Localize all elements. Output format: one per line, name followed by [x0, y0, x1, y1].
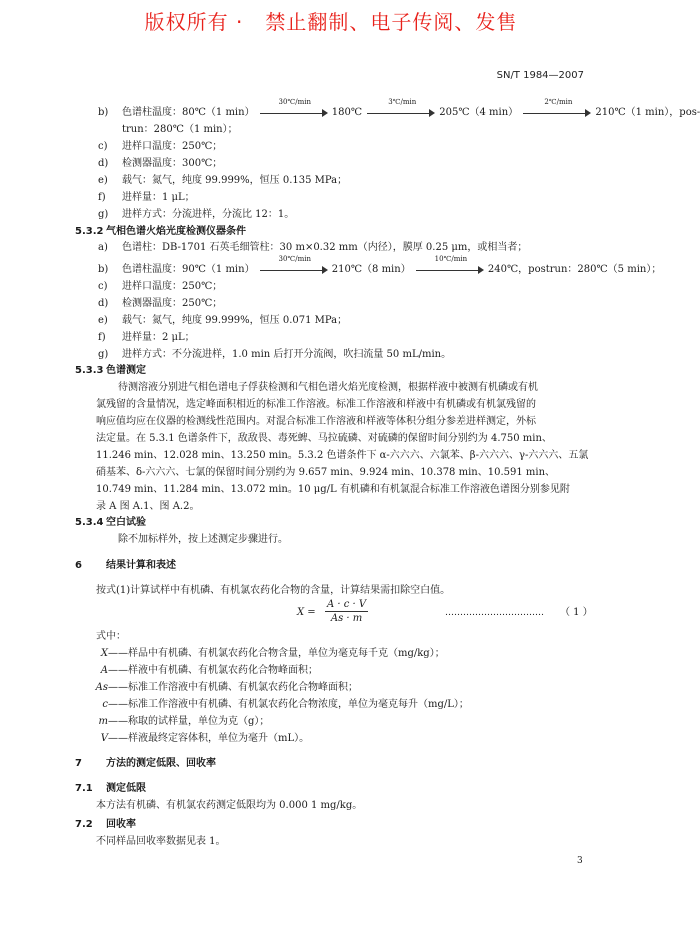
detection-limit-text: 本方法有机磷、有机氯农药测定低限均为 0.000 1 mg/kg。 [96, 800, 363, 811]
ramp-arrow [523, 97, 593, 118]
temp-step: 180℃ [331, 107, 363, 118]
chromatography-para-line: 响应值均应在仪器的检测线性范围内。对混合标准工作溶液和样液等体积分组分参差进样测定，外标 [96, 416, 536, 427]
fpd-injection-volume: f) 进样量：2 μL； [98, 332, 195, 343]
variable-definition: V——样液最终定容体积，单位为毫升（mL）。 [100, 733, 310, 744]
section-6-heading: 6 结果计算和表述 [75, 560, 176, 571]
section-7-2-heading: 7.2 回收率 [75, 819, 136, 830]
chromatography-para-line: 录 A 图 A.1、图 A.2。 [96, 501, 200, 512]
copyright-banner: 版权所有 · 禁止翻制、电子传阅、发售 [144, 10, 518, 34]
temp-step: 210℃（1 min），pos- [595, 107, 700, 118]
chromatography-para-line: 10.749 min、11.284 min、13.072 min。10 μg/L 有机磷和有机氯混合标准工作溶液色谱图分别参见附 [96, 484, 570, 495]
ramp-rate: 10℃/min [434, 254, 468, 263]
ecd-column-temp-cont: trun：280℃（1 min）； [122, 124, 238, 135]
ramp-arrow [416, 254, 486, 275]
fpd-injection-mode: g) 进样方式：不分流进样，1.0 min 后打开分流阀，吹扫流量 50 mL/min。 [98, 349, 452, 360]
ecd-injection-volume: f) 进样量：1 μL； [98, 192, 195, 203]
formula-numerator: A · c · V [327, 599, 367, 610]
ramp-arrow [260, 97, 330, 118]
variable-definition: A——样液中有机磷、有机氯农药化合物峰面积； [100, 665, 318, 676]
chromatography-para-line: 氯残留的含量情况，选定峰面积相近的标准工作溶液。标准工作溶液和样液中有机磷或有机氯残留的 [96, 399, 536, 410]
ecd-carrier-gas: e) 载气：氮气，纯度 99.999%，恒压 0.135 MPa； [98, 175, 348, 186]
where-label: 式中： [96, 631, 126, 642]
ecd-inlet-temp: c) 进样口温度：250℃； [98, 141, 223, 152]
ramp-rate: 3℃/min [388, 97, 417, 106]
chromatography-para-line: 法定量。在 5.3.1 色谱条件下，敌敌畏、毒死蜱、马拉硫磷、对硫磷的保留时间分别约为 4.750 min、 [96, 433, 552, 444]
fpd-carrier-gas: e) 载气：氮气，纯度 99.999%，恒压 0.071 MPa； [98, 315, 348, 326]
ecd-detector-temp: d) 检测器温度：300℃； [98, 158, 223, 169]
formula-fraction [325, 598, 368, 625]
temp-step: 205℃（4 min） [439, 107, 519, 118]
equation-number: （ 1 ） [560, 607, 593, 618]
section-7-1-heading: 7.1 测定低限 [75, 783, 146, 794]
temp-start: 色谱柱温度：80℃（1 min） [122, 107, 255, 118]
formula-lhs: X = [297, 607, 316, 618]
blank-test-text: 除不加标样外，按上述测定步骤进行。 [118, 534, 288, 545]
formula-denominator: As · m [330, 613, 363, 624]
ecd-column-temp [98, 97, 700, 120]
section-5-3-2-heading: 5.3.2 气相色谱火焰光度检测仪器条件 [75, 226, 246, 237]
chromatography-para-line: 待测溶液分别进气相色谱电子俘获检测和气相色谱火焰光度检测，根据样液中被测有机磷或有机 [118, 382, 538, 393]
chromatography-para-line: 硝基苯、δ-六六六、七氯的保留时间分别约为 9.657 min、9.924 min、10.378 min、10.591 min、 [96, 467, 556, 478]
recovery-text: 不同样品回收率数据见表 1。 [96, 836, 226, 847]
fpd-column-temp: b) 色谱柱温度：90℃（1 min） 30℃/min 210℃（8 min） 10℃/min 240℃，postrun：280℃（5 min）； [98, 254, 662, 275]
ramp-rate: 30℃/min [278, 97, 311, 106]
ramp-arrow [367, 97, 437, 118]
formula-leader-dots: …………………………… [445, 608, 544, 618]
ramp-rate: 30℃/min [278, 254, 311, 263]
section-7-heading: 7 方法的测定低限、回收率 [75, 758, 216, 769]
calculation-intro: 按式(1)计算试样中有机磷、有机氯农药化合物的含量，计算结果需扣除空白值。 [96, 585, 451, 596]
variable-definition: m——称取的试样量，单位为克（g）； [98, 716, 270, 727]
ramp-rate: 2℃/min [544, 97, 573, 106]
chromatography-para-line: 11.246 min、12.028 min、13.250 min。5.3.2 色谱条件下 α-六六六、六氯苯、β-六六六、γ-六六六、五氯 [96, 450, 589, 461]
fpd-detector-temp: d) 检测器温度：250℃； [98, 298, 223, 309]
ecd-injection-mode: g) 进样方式：分流进样，分流比 12：1。 [98, 209, 295, 220]
variable-definition: X——样品中有机磷、有机氯农药化合物含量，单位为毫克每千克（mg/kg）； [100, 648, 445, 659]
fpd-inlet-temp: c) 进样口温度：250℃； [98, 281, 223, 292]
variable-definition: c——标准工作溶液中有机磷、有机氯农药化合物浓度，单位为毫克每升（mg/L）； [102, 699, 469, 710]
ramp-arrow [260, 254, 330, 275]
standard-number: SN/T 1984—2007 [496, 70, 584, 81]
page-number: 3 [577, 856, 583, 866]
item-label: b) [98, 107, 109, 118]
fpd-column: a) 色谱柱：DB-1701 石英毛细管柱：30 m×0.32 mm（内径），膜厚 0.25 μm，或相当者； [98, 242, 528, 253]
variable-definition: As——标准工作溶液中有机磷、有机氯农药化合物峰面积； [95, 682, 358, 693]
section-5-3-3-heading: 5.3.3 色谱测定 [75, 365, 146, 376]
section-5-3-4-heading: 5.3.4 空白试验 [75, 517, 146, 528]
